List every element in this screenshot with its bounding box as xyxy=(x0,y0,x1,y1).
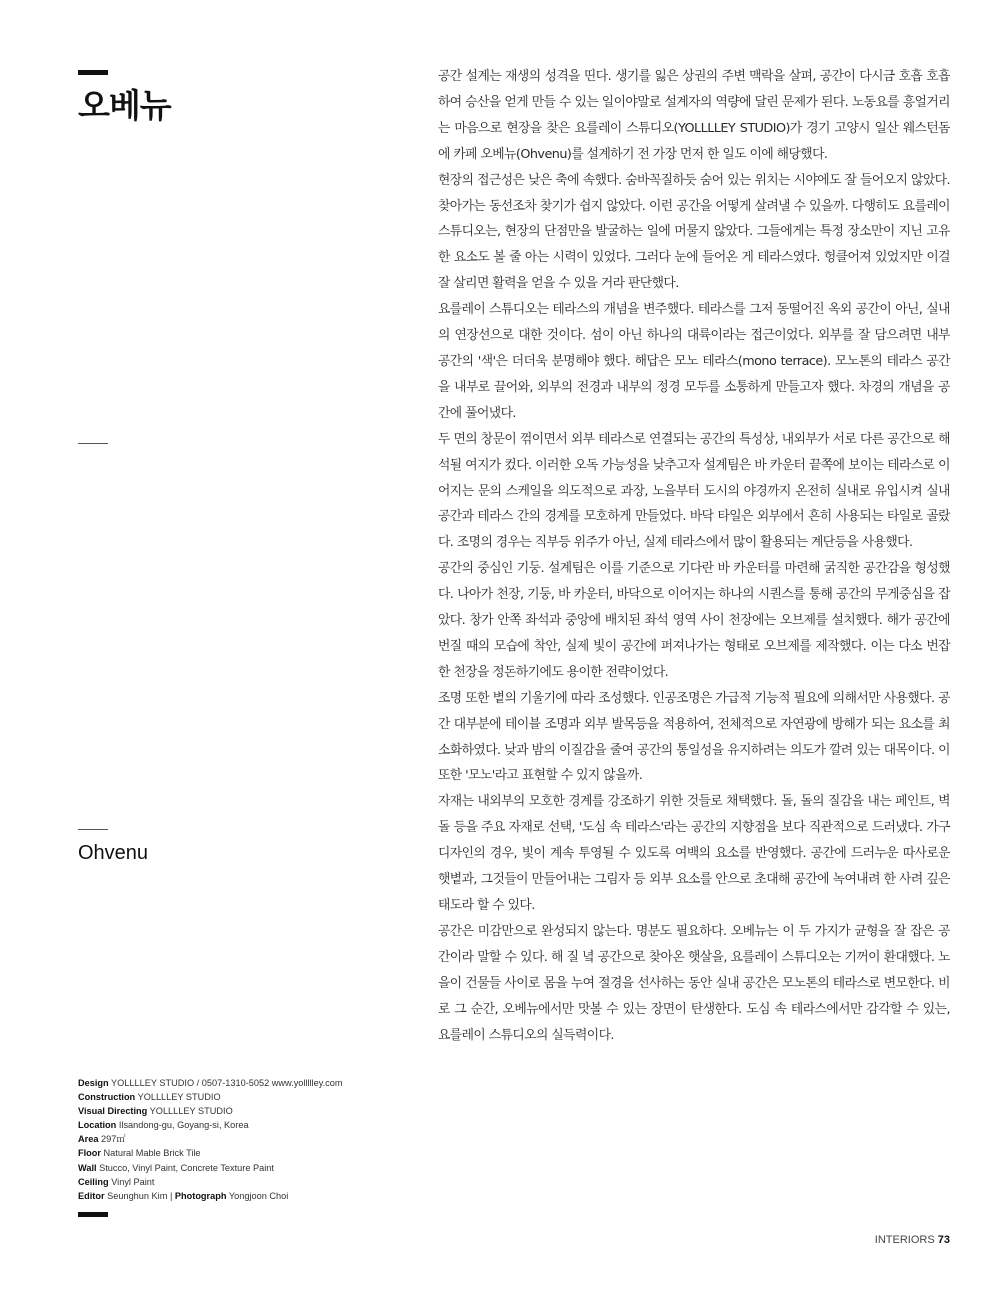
body-paragraph: 조명 또한 볕의 기울기에 따라 조성했다. 인공조명은 가급적 기능적 필요에 의해서만 사용했다. 공간 대부분에 테이블 조명과 외부 발목등을 적용하여, 전체적으로 자연광에 방해가 되는 요소를 최소화하였다. 낮과 밤의 이질감을 줄여 공간의 통일성을 유지하려는 의도가 깔려 있는 대목이다. 이 또한 '모노'라고 표현할 수 있지 않을까. xyxy=(438,690,950,784)
body-paragraph: 자재는 내외부의 모호한 경계를 강조하기 위한 것들로 채택했다. 돌, 돌의 질감을 내는 페인트, 벽돌 등을 주요 자재로 선택, '도심 속 테라스'라는 공간의 지향점을 보다 직관적으로 드러냈다. 가구 디자인의 경우, 빛이 계속 투영될 수 있도록 여백의 요소를 반영했다. 공간에 드러누운 따사로운 햇볕과, 그것들이 만들어내는 그림자 등 외부 요소를 안으로 초대해 공간에 녹여내려 한 사려 깊은 태도라 할 수 있다. xyxy=(438,794,950,913)
magazine-name: INTERIORS xyxy=(874,1234,935,1246)
credit-row-location: Location Ilsandong-gu, Goyang-si, Korea xyxy=(78,1120,249,1131)
body-paragraph: 요를레이 스튜디오는 테라스의 개념을 변주했다. 테라스를 그저 동떨어진 옥외 공간이 아닌, 실내의 연장선으로 대한 것이다. 섬이 아닌 하나의 대륙이라는 접근이었다. 외부를 잘 담으려면 내부 공간의 '색'은 더더욱 분명해야 했다. 해답은 모노 테라스(mono terrace). 모노톤의 테라스 공간을 내부로 끌어와, 외부의 전경과 내부의 정경 모두를 소통하게 만들고자 했다. 차경의 개념을 공간에 풀어냈다. xyxy=(438,302,950,421)
credit-row-construction: Construction YOLLLLEY STUDIO xyxy=(78,1092,221,1103)
page-folio xyxy=(875,1234,950,1246)
credit-row-visual-directing: Visual Directing YOLLLLEY STUDIO xyxy=(78,1106,233,1117)
credit-row-floor: Floor Natural Mable Brick Tile xyxy=(78,1148,201,1159)
body-paragraph: 공간은 미감만으로 완성되지 않는다. 명분도 필요하다. 오베뉴는 이 두 가지가 균형을 잘 잡은 공간이라 말할 수 있다. 해 질 녘 공간으로 찾아온 햇살을, 요를레이 스튜디오는 기꺼이 환대했다. 노을이 건물들 사이로 몸을 누여 절경을 선사하는 동안 실내 공간은 모노톤의 테라스로 변모한다. 비로 그 순간, 오베뉴에서만 맛볼 수 있는 장면이 탄생한다. 도심 속 테라스에서만 감각할 수 있는, 요를레이 스튜디오의 실득력이다. xyxy=(438,923,950,1043)
bottom-accent-bar xyxy=(78,1212,108,1217)
credit-row-wall: Wall Stucco, Vinyl Paint, Concrete Texture Paint xyxy=(78,1162,274,1173)
body-paragraph: 공간 설계는 재생의 성격을 띤다. 생기를 잃은 상권의 주변 맥락을 살펴, 공간이 다시금 호흡 호흡하여 승산을 얻게 만들 수 있는 일이야말로 설계자의 역량에 달린 문제가 된다. 노동요를 흥얼거리는 마음으로 현장을 찾은 요를레이 스튜디오(YOLLLLEY STUDIO)가 경기 고양시 일산 웨스턴돔에 카페 오베뉴(Ohvenu)를 설계하기 전 가장 먼저 한 일도 이에 해당했다. xyxy=(438,69,950,162)
page-number: 73 xyxy=(937,1234,950,1246)
divider-lower xyxy=(78,829,108,830)
body-paragraph: 현장의 접근성은 낮은 축에 속했다. 숨바꼭질하듯 숨어 있는 위치는 시야에도 잘 들어오지 않았다. 찾아가는 동선조차 찾기가 쉽지 않았다. 이런 공간을 어떻게 살려낼 수 있을까. 다행히도 요를레이 스튜디오는, 현장의 단점만을 발굴하는 일에 머물지 않았다. 그들에게는 특정 장소만이 지닌 고유한 요소도 볼 줄 아는 시력이 있었다. 그러다 눈에 들어온 게 테라스였다. 헝클어져 있었지만 이걸 잘 살리면 활력을 얻을 수 있을 거라 판단했다. xyxy=(438,172,950,292)
body-paragraph: 두 면의 창문이 꺾이면서 외부 테라스로 연결되는 공간의 특성상, 내외부가 서로 다른 공간으로 해석될 여지가 컸다. 이러한 오독 가능성을 낮추고자 설계팀은 바 카운터 끝쪽에 보이는 테라스로 이어지는 문의 스케일을 의도적으로 과장, 노을부터 도시의 야경까지 온전히 실내로 유입시켜 실내 공간과 테라스 간의 경계를 모호하게 만들었다. 바닥 타일은 외부에서 흔히 사용되는 타일로 골랐다. 조명의 경우는 직부등 위주가 아닌, 실제 테라스에서 많이 활용되는 계단등을 사용했다. xyxy=(438,431,950,551)
article-title-english: Ohvenu xyxy=(78,842,149,864)
credit-row-ceiling: Ceiling Vinyl Paint xyxy=(78,1176,155,1187)
credit-row-editor-photograph: Editor Seunghun Kim | Photograph Yongjoon Choi xyxy=(78,1190,289,1201)
top-accent-bar xyxy=(78,70,108,75)
project-credits xyxy=(78,1076,408,1203)
body-paragraph: 공간의 중심인 기둥. 설계팀은 이를 기준으로 기다란 바 카운터를 마련해 굵직한 공간감을 형성했다. 나아가 천장, 기둥, 바 카운터, 바닥으로 이어지는 하나의 시퀀스를 통해 공간의 무게중심을 잡았다. 창가 안쪽 좌석과 중앙에 배치된 좌석 영역 사이 천장에는 오브제를 설치했다. 해가 공간에 번질 때의 모습에 착안, 실제 빛이 공간에 퍼져나가는 형태로 오브제를 제작했다. 이는 다소 번잡한 천장을 정돈하기에도 용이한 전략이었다. xyxy=(438,561,950,680)
credit-row-area: Area 297㎡ xyxy=(78,1134,126,1145)
credit-row-design: Design YOLLLLEY STUDIO / 0507-1310-5052 www.yollllley.com xyxy=(78,1078,343,1088)
article-body xyxy=(438,64,950,1048)
divider-upper xyxy=(78,443,108,444)
article-title-korean: 오베뉴 xyxy=(78,86,171,125)
